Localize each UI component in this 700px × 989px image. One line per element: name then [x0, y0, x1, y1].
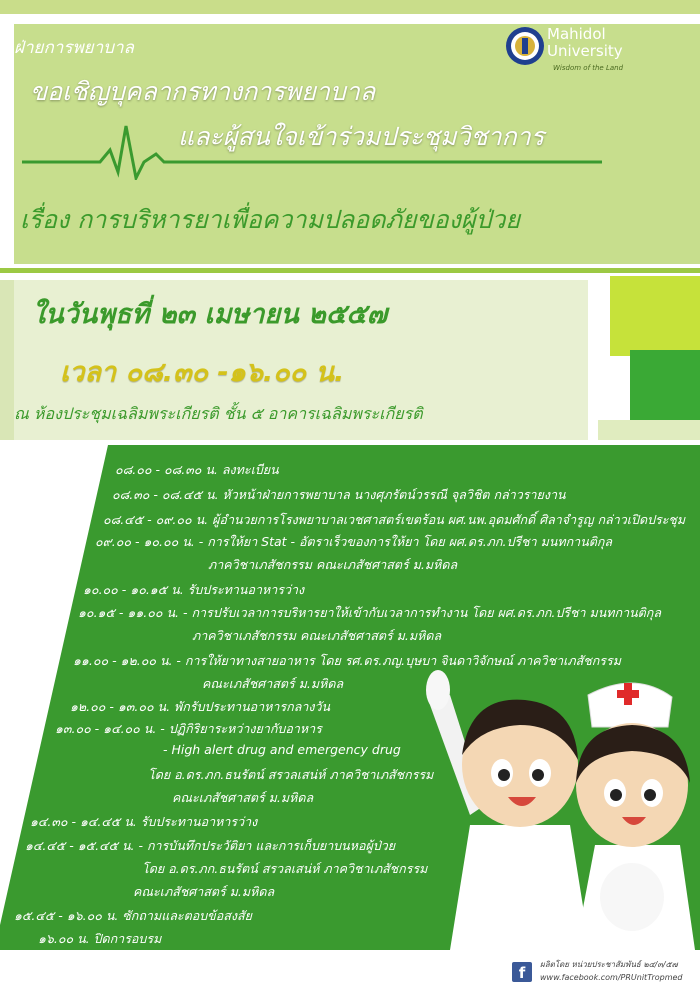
schedule-item: ๑๖.๐๐ น. ปิดการอบรม: [38, 931, 162, 946]
decor-square-lime: [610, 276, 700, 356]
logo-tagline: Wisdom of the Land: [553, 64, 624, 72]
schedule-item: โดย อ.ดร.ภก.ธนรัตน์ สรวลเสน่ห์ ภาควิชาเภสัชกรรม: [148, 767, 434, 782]
schedule-item: ๑๐.๐๐ - ๑๐.๑๕ น. รับประทานอาหารว่าง: [83, 582, 305, 597]
date-panel-edge: [0, 280, 14, 440]
header-divider-stripe: [0, 268, 700, 273]
schedule-item: โดย อ.ดร.ภก.ธนรัตน์ สรวลเสน่ห์ ภาควิชาเภสัชกรรม: [142, 861, 428, 876]
heartbeat-line-icon: [22, 120, 602, 180]
logo-name-line-1: Mahidol: [547, 25, 606, 43]
mascots-illustration: [410, 665, 700, 950]
schedule-item: - High alert drug and emergency drug: [163, 742, 401, 757]
header-top-band: [0, 0, 700, 14]
schedule-item: คณะเภสัชศาสตร์ ม.มหิดล: [202, 676, 344, 691]
decor-square-pale: [598, 420, 700, 440]
schedule-item: ๑๐.๑๕ - ๑๑.๐๐ น. - การปรับเวลาการบริหารยาให้เข้ากับเวลาการทำงาน โดย ผศ.ดร.ภก.ปรีชา มนทกานติกุล: [78, 605, 661, 620]
schedule-item: ๑๑.๐๐ - ๑๒.๐๐ น. - การให้ยาทางสายอาหาร โดย รศ.ดร.ภญ.บุษบา จินดาวิจักษณ์ ภาควิชาเภสัชกรรม: [73, 653, 621, 668]
logo-name-line-2: University: [547, 42, 623, 60]
logo-name: [547, 26, 623, 60]
event-time: เวลา ๐๘.๓๐ -๑๖.๐๐ น.: [60, 357, 345, 388]
schedule-item: ๐๘.๔๕ - ๐๙.๐๐ น. ผู้อำนวยการโรงพยาบาลเวชศาสตร์เขตร้อน ผศ.นพ.อุดมศักดิ์ ศิลาจำรูญ กล่าวเปิดประชุม: [103, 512, 686, 527]
schedule-item: ภาควิชาเภสัชกรรม คณะเภสัชศาสตร์ ม.มหิดล: [208, 557, 458, 572]
event-venue: ณ ห้องประชุมเฉลิมพระเกียรติ ชั้น ๕ อาคารเฉลิมพระเกียรติ: [14, 404, 423, 423]
schedule-item: ๐๘.๐๐ - ๐๘.๓๐ น. ลงทะเบียน: [115, 462, 279, 477]
schedule-item: ๐๘.๓๐ - ๐๘.๔๕ น. หัวหน้าฝ่ายการพยาบาล นางศุภรัตน์วรรณี จุลวิชิต กล่าวรายงาน: [112, 487, 566, 502]
schedule-item: คณะเภสัชศาสตร์ ม.มหิดล: [172, 790, 314, 805]
department-label: ฝ่ายการพยาบาล: [14, 38, 134, 58]
schedule-item: ๑๔.๔๕ - ๑๕.๔๕ น. - การบันทึกประวัติยา และการเก็บยาบนหอผู้ป่วย: [25, 838, 396, 853]
schedule-item: ภาควิชาเภสัชกรรม คณะเภสัชศาสตร์ ม.มหิดล: [192, 628, 442, 643]
schedule-item: ๑๒.๐๐ - ๑๓.๐๐ น. พักรับประทานอาหารกลางวัน: [70, 699, 331, 714]
schedule-item: ๑๓.๐๐ - ๑๔.๐๐ น. - ปฏิกิริยาระหว่างยากับอาหาร: [55, 721, 322, 736]
schedule-item: ๑๕.๔๕ - ๑๖.๐๐ น. ซักถามและตอบข้อสงสัย: [14, 908, 252, 923]
footer-url[interactable]: www.facebook.com/PRUnitTropmed: [540, 973, 683, 982]
schedule-item: ๑๔.๓๐ - ๑๔.๔๕ น. รับประทานอาหารว่าง: [30, 814, 258, 829]
title-line-1: ขอเชิญบุคลากรทางการพยาบาล: [30, 77, 376, 106]
mahidol-seal-icon: [505, 24, 545, 68]
footer-producer: ผลิตโดย หน่วยประชาสัมพันธ์ ๒๔/๓/๕๗: [540, 960, 678, 969]
schedule-item: คณะเภสัชศาสตร์ ม.มหิดล: [133, 884, 275, 899]
decor-square-green: [630, 350, 700, 420]
title-line-2: และผู้สนใจเข้าร่วมประชุมวิชาการ: [178, 122, 545, 151]
event-date: ในวันพุธที่ ๒๓ เมษายน ๒๕๕๗: [32, 299, 388, 330]
facebook-icon: f: [512, 962, 532, 982]
topic-title: เรื่อง การบริหารยาเพื่อความปลอดภัยของผู้ป่วย: [20, 205, 521, 234]
schedule-item: ๐๙.๐๐ - ๑๐.๐๐ น. - การให้ยา Stat - อัตราเร็วของการให้ยา โดย ผศ.ดร.ภก.ปรีชา มนทกานติกุล: [95, 534, 613, 549]
